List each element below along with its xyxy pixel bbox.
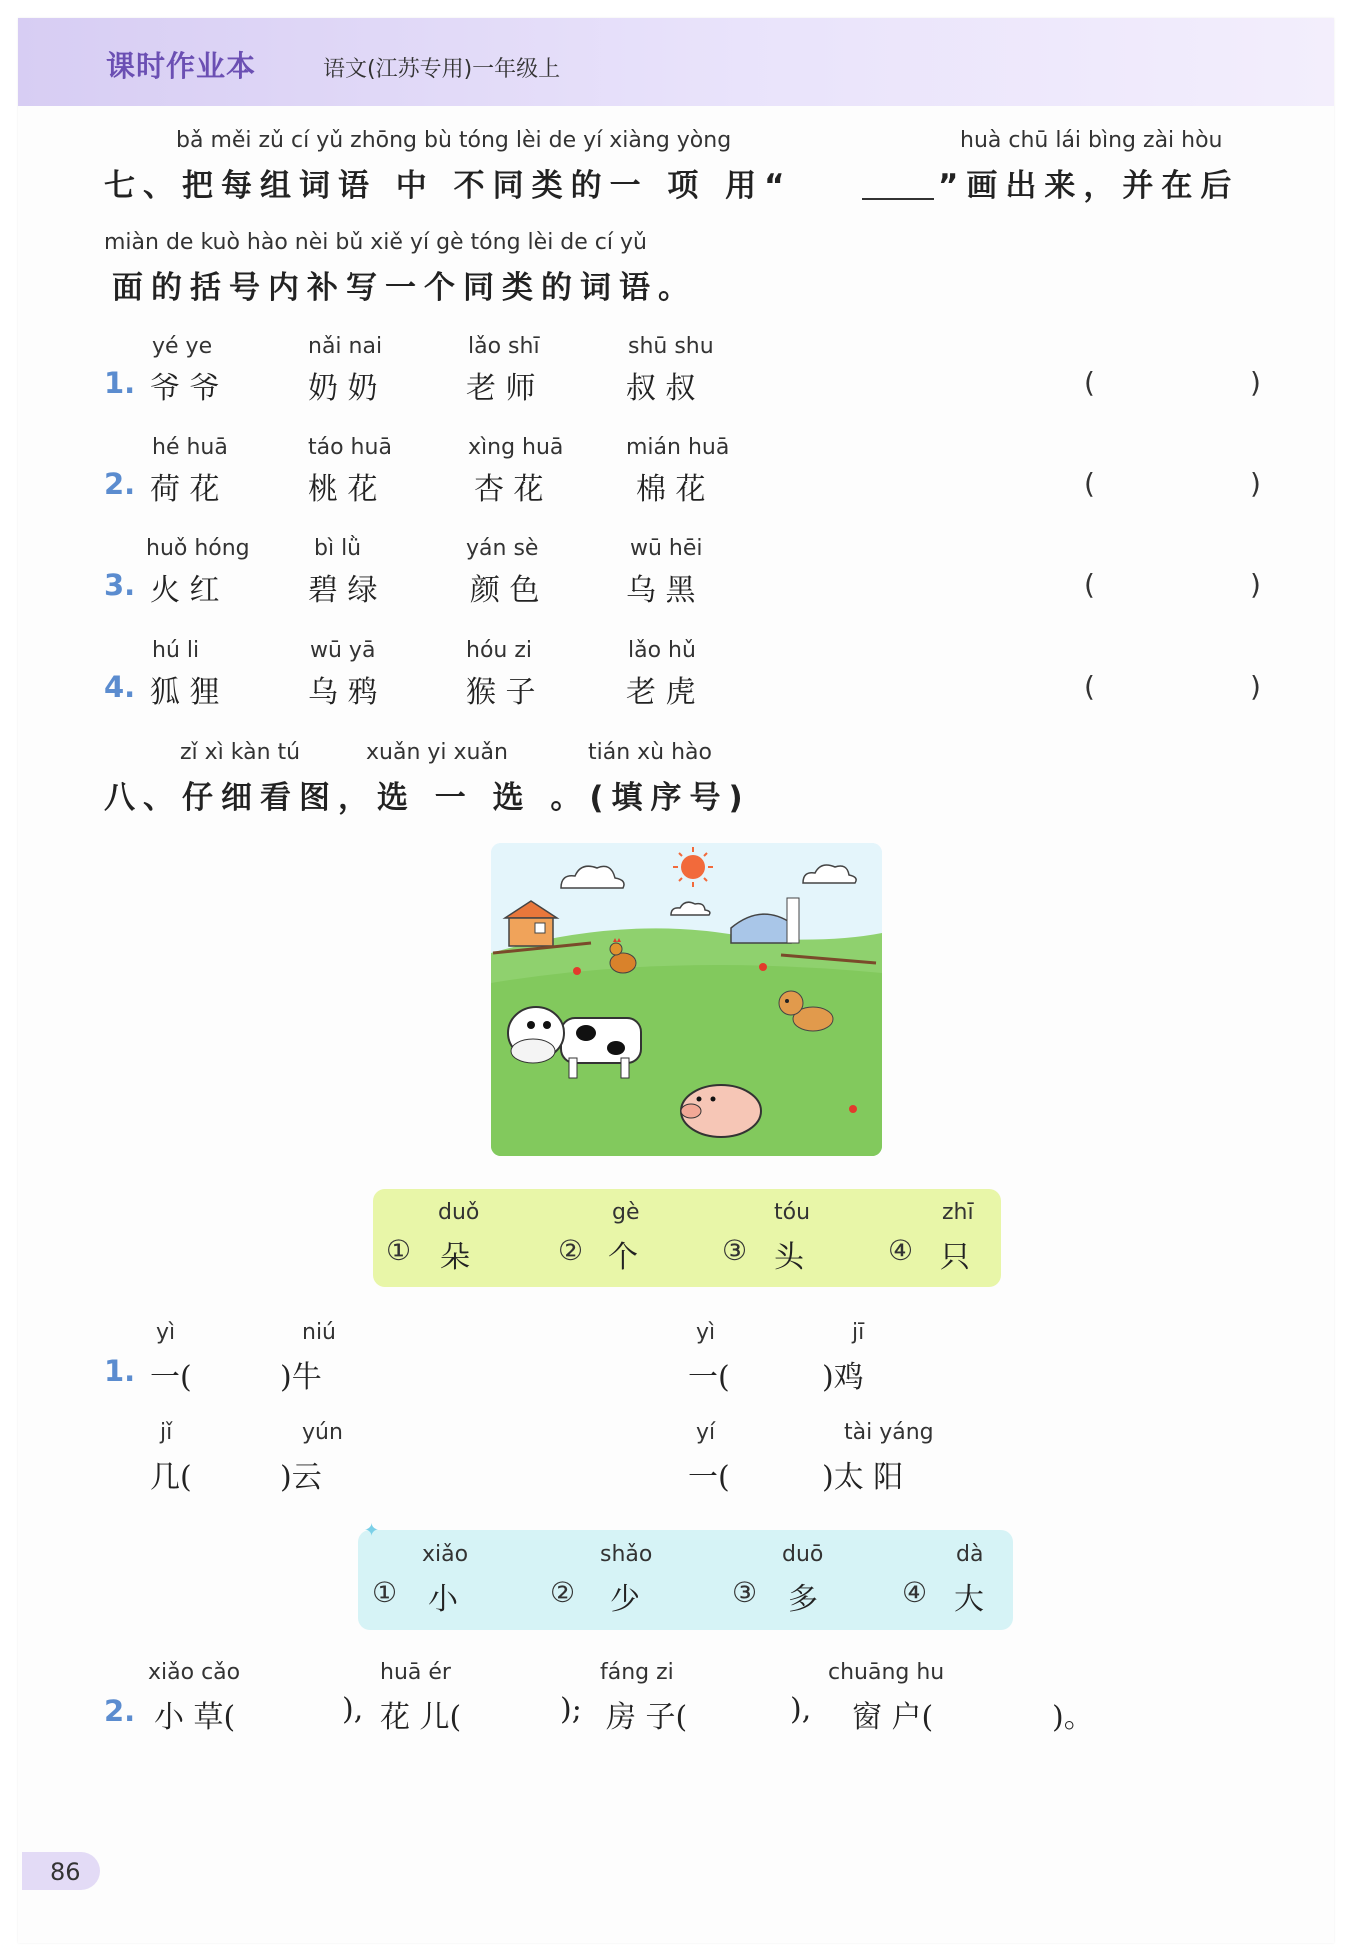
pinyin: yì [696, 1320, 716, 1345]
option-char: 少 [610, 1582, 640, 1617]
blank-prefix[interactable]: 窗 户( [852, 1700, 934, 1735]
s7-title-pinyin-2: huà chū lái bìng zài hòu [960, 128, 1223, 153]
pinyin: jǐ [160, 1420, 173, 1445]
option-number: ① [372, 1576, 398, 1609]
word[interactable]: 奶 奶 [308, 371, 378, 406]
answer-paren-close: ) [1250, 366, 1261, 399]
pinyin: niú [302, 1320, 336, 1345]
option-pinyin: shǎo [600, 1542, 653, 1567]
pinyin: yún [302, 1420, 343, 1445]
word-pinyin: táo huā [308, 435, 392, 460]
word[interactable]: 猴 子 [466, 675, 536, 710]
row-number: 1. [104, 366, 136, 400]
word[interactable]: 爷 爷 [150, 371, 220, 406]
q1-number: 1. [104, 1354, 136, 1388]
farm-scene-illustration [491, 843, 882, 1156]
word-pinyin: yán sè [466, 536, 539, 561]
blank-prefix[interactable]: 房 子( [606, 1700, 688, 1735]
word-pinyin: lǎo shī [468, 334, 540, 359]
option-char: 多 [788, 1582, 818, 1617]
s8-title: 八、仔细看图，选 一 选 。(填序号) [104, 780, 751, 816]
s7-title-line-2: 面的括号内补写一个同类的词语。 [112, 270, 697, 306]
book-title: 课时作业本 [106, 49, 257, 83]
word-pinyin: hú li [152, 638, 200, 663]
blank-prefix[interactable]: 几( [150, 1460, 192, 1495]
word[interactable]: 桃 花 [308, 472, 378, 507]
answer-paren-close: ) [1250, 467, 1261, 500]
option-pinyin: dà [956, 1542, 984, 1567]
answer-paren-open[interactable]: ( [1084, 670, 1095, 703]
word-pinyin: shū shu [628, 334, 714, 359]
pinyin: huā ér [380, 1660, 451, 1685]
word-pinyin: hé huā [152, 435, 228, 460]
option-pinyin: duō [782, 1542, 824, 1567]
word[interactable]: 火 红 [150, 573, 220, 608]
option-char: 个 [608, 1240, 638, 1275]
pinyin: fáng zi [600, 1660, 674, 1685]
word[interactable]: 荷 花 [150, 472, 220, 507]
answer-paren-open[interactable]: ( [1084, 467, 1095, 500]
answer-paren-open[interactable]: ( [1084, 568, 1095, 601]
pinyin: yì [156, 1320, 176, 1345]
option-number: ④ [888, 1234, 914, 1267]
sparkle-icon: ✦ [364, 1520, 380, 1541]
q2-number: 2. [104, 1694, 136, 1728]
word[interactable]: 碧 绿 [308, 573, 378, 608]
option-pinyin: duǒ [438, 1200, 480, 1225]
word[interactable]: 老 虎 [626, 675, 696, 710]
option-number: ④ [902, 1576, 928, 1609]
s7-title-pinyin-3: miàn de kuò hào nèi bǔ xiě yí gè tóng lèi de cí yǔ [104, 230, 647, 255]
blank-prefix[interactable]: 花 儿( [380, 1700, 462, 1735]
word[interactable]: 颜 色 [470, 573, 540, 608]
blank-prefix[interactable]: 一( [688, 1460, 730, 1495]
s7-title-line-1: 七、把每组词语 中 不同类的一 项 用“ [104, 168, 793, 204]
blank-suffix: )鸡 [822, 1360, 864, 1395]
blank-prefix[interactable]: 一( [688, 1360, 730, 1395]
pinyin: xiǎo cǎo [148, 1660, 241, 1685]
answer-paren-open[interactable]: ( [1084, 366, 1095, 399]
answer-paren-close: ) [1250, 670, 1261, 703]
blank-suffix: ); [560, 1692, 582, 1727]
option-pinyin: tóu [774, 1200, 811, 1225]
word-pinyin: mián huā [626, 435, 730, 460]
option-pinyin: gè [612, 1200, 640, 1225]
page-header [18, 18, 1334, 106]
row-number: 2. [104, 467, 136, 501]
option-char: 头 [774, 1240, 804, 1275]
blank-prefix[interactable]: 一( [150, 1360, 192, 1395]
word[interactable]: 杏 花 [474, 472, 544, 507]
s7-title-blank [862, 198, 934, 200]
answer-paren-close: ) [1250, 568, 1261, 601]
option-number: ③ [732, 1576, 758, 1609]
pinyin: tài yáng [844, 1420, 934, 1445]
option-pinyin: xiǎo [422, 1542, 469, 1567]
book-subtitle: 语文(江苏专用)一年级上 [323, 57, 561, 82]
word-pinyin: hóu zi [466, 638, 532, 663]
word-pinyin: yé ye [152, 334, 213, 359]
word-pinyin: huǒ hóng [146, 536, 250, 561]
word[interactable]: 乌 黑 [626, 573, 696, 608]
s7-title-pinyin-1: bǎ měi zǔ cí yǔ zhōng bù tóng lèi de yí xiàng yòng [176, 128, 732, 153]
word[interactable]: 老 师 [466, 371, 536, 406]
blank-prefix[interactable]: 小 草( [154, 1700, 236, 1735]
word-pinyin: wū yā [310, 638, 376, 663]
word-pinyin: nǎi nai [308, 334, 383, 359]
option-char: 只 [940, 1240, 970, 1275]
pig-icon [681, 1085, 761, 1137]
word[interactable]: 狐 狸 [150, 675, 220, 710]
word[interactable]: 棉 花 [636, 472, 706, 507]
option-number: ① [386, 1234, 412, 1267]
page-number: 86 [50, 1858, 81, 1886]
pinyin: jī [852, 1320, 865, 1345]
option-pinyin: zhī [942, 1200, 974, 1225]
row-number: 3. [104, 568, 136, 602]
s8-title-pinyin-2: xuǎn yi xuǎn [366, 740, 508, 765]
s8-title-pinyin-3: tián xù hào [588, 740, 712, 765]
option-char: 朵 [440, 1240, 470, 1275]
word-pinyin: wū hēi [630, 536, 703, 561]
blank-suffix: )。 [1052, 1700, 1094, 1735]
option-char: 小 [428, 1582, 458, 1617]
word-pinyin: xìng huā [468, 435, 564, 460]
option-number: ② [550, 1576, 576, 1609]
s7-title-line-1b: ”画出来，并在后 [938, 168, 1240, 204]
page-number-tab [22, 1852, 100, 1890]
blank-suffix: )太 阳 [822, 1460, 904, 1495]
word-pinyin: lǎo hǔ [628, 638, 696, 663]
pinyin: yí [696, 1420, 716, 1445]
option-char: 大 [954, 1582, 984, 1617]
word[interactable]: 乌 鸦 [308, 675, 378, 710]
row-number: 4. [104, 670, 136, 704]
word[interactable]: 叔 叔 [626, 371, 696, 406]
option-number: ③ [722, 1234, 748, 1267]
s8-title-pinyin-1: zǐ xì kàn tú [180, 740, 301, 765]
blank-suffix: ), [790, 1692, 812, 1727]
blank-suffix: )云 [280, 1460, 322, 1495]
pinyin: chuāng hu [828, 1660, 945, 1685]
blank-suffix: ), [342, 1692, 364, 1727]
word-pinyin: bì lǜ [314, 536, 362, 561]
blank-suffix: )牛 [280, 1360, 322, 1395]
option-number: ② [558, 1234, 584, 1267]
